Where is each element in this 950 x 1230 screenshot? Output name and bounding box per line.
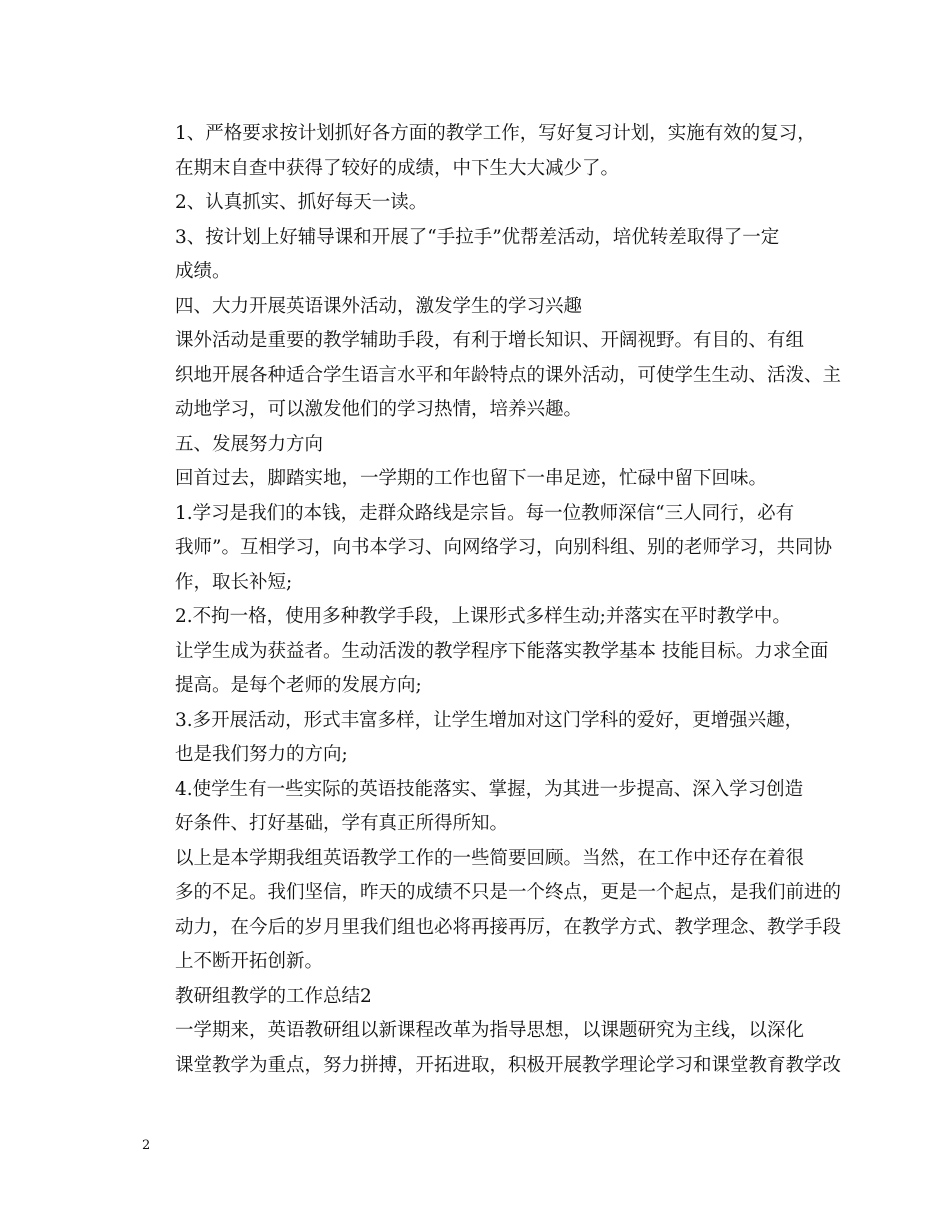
text-line: 也是我们努力的方向; — [175, 744, 348, 765]
paragraph — [142, 980, 810, 1015]
text-line: 让学生成为获益者。生动活泼的教学程序下能落实教学基本 技能目标。力求全面 — [175, 640, 829, 662]
text-line: 作，取长补短; — [175, 571, 293, 593]
text-line: 好条件、打好基础，学有真正所得所知。 — [175, 813, 509, 834]
text-line: 1.学习是我们的本钱，走群众路线是宗旨。每一位教师深信“三人同行，必有 — [175, 502, 795, 524]
text-line: 3、按计划上好辅导课和开展了“手拉手”优帮差活动，培优转差取得了一定 — [175, 226, 780, 248]
text-line: 3.多开展活动，形式丰富多样，让学生增加对这门学科的爱好，更增强兴趣， — [175, 709, 804, 731]
text-line: 2.不拘一格，使用多种教学手段，上课形式多样生动;并落实在平时教学中。 — [175, 606, 791, 627]
text-line: 课外活动是重要的教学辅助手段，有利于增长知识、开阔视野。有目的、有组 — [175, 330, 805, 351]
paragraph — [142, 428, 810, 463]
text-line: 我师”。互相学习，向书本学习、向网络学习，向别科组、别的老师学习，共同协 — [175, 537, 832, 558]
document-body — [142, 117, 842, 1083]
paragraph — [142, 462, 810, 497]
text-line: 动力，在今后的岁月里我们组也必将再接再厉，在教学方式、教学理念、教学手段 — [175, 916, 842, 938]
text-line: 2、认真抓实、抓好每天一读。 — [175, 192, 428, 213]
text-line: 多的不足。我们坚信，昨天的成绩不只是一个终点，更是一个起点，是我们前进的 — [175, 882, 842, 903]
paragraph — [142, 600, 829, 704]
text-line: 课堂教学为重点，努力拼搏，开拓进取，积极开展教学理论学习和课堂教育教学改 — [175, 1054, 842, 1076]
text-line: 4.使学生有一些实际的英语技能落实、掌握，为其进一步提高、深入学习创造 — [175, 778, 804, 800]
text-line: 1、严格要求按计划抓好各方面的教学工作，写好复习计划，实施有效的复习， — [175, 123, 816, 144]
paragraph — [142, 497, 832, 601]
paragraph — [142, 773, 810, 842]
paragraph — [142, 704, 810, 773]
paragraph — [142, 117, 816, 186]
text-line: 回首过去，脚踏实地，一学期的工作也留下一串足迹，忙碌中留下回味。 — [175, 468, 768, 489]
text-line: 在期末自查中获得了较好的成绩，中下生大大减少了。 — [175, 157, 620, 179]
text-line: 四、大力开展英语课外活动，激发学生的学习兴趣 — [175, 295, 583, 317]
text-line: 上不断开拓创新。 — [175, 951, 324, 972]
text-line: 五、发展努力方向 — [175, 433, 324, 455]
page-number: 2 — [142, 1138, 151, 1153]
text-line: 成绩。 — [175, 261, 231, 282]
text-line: 提高。是每个老师的发展方向; — [175, 675, 422, 696]
paragraph — [142, 186, 810, 221]
text-line: 以上是本学期我组英语教学工作的一些简要回顾。当然，在工作中还存在着很 — [175, 847, 805, 869]
paragraph — [142, 221, 810, 290]
text-line: 动地学习，可以激发他们的学习热情，培养兴趣。 — [175, 399, 583, 420]
paragraph — [142, 1014, 842, 1083]
paragraph — [142, 290, 810, 325]
paragraph — [142, 842, 842, 980]
paragraph — [142, 324, 842, 428]
text-line: 一学期来，英语教研组以新课程改革为指导思想，以课题研究为主线，以深化 — [175, 1020, 805, 1041]
text-line: 教研组教学的工作总结2 — [175, 985, 372, 1007]
text-line: 织地开展各种适合学生语言水平和年龄特点的课外活动，可使学生生动、活泼、主 — [175, 364, 842, 386]
